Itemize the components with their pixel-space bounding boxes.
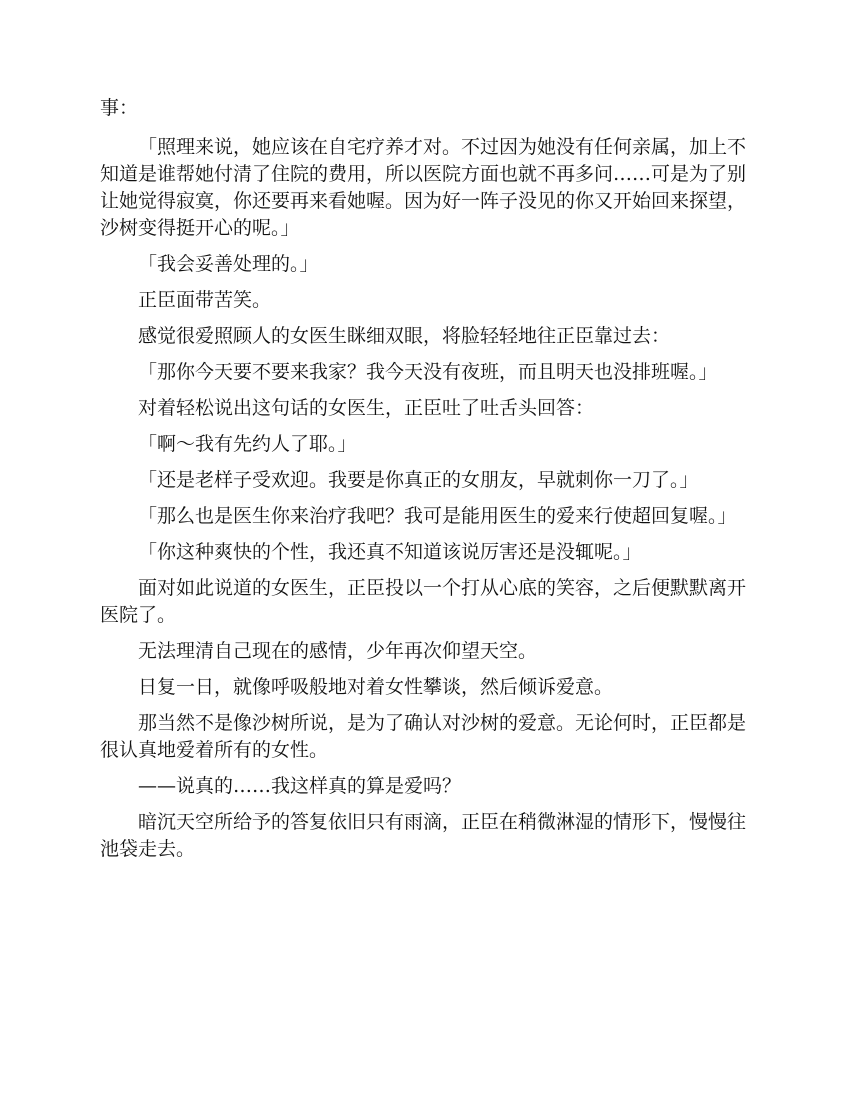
paragraph: 「还是老样子受欢迎。我要是你真正的女朋友，早就刺你一刀了。」: [138, 469, 699, 491]
paragraph: ——说真的……我这样真的算是爱吗？: [138, 775, 462, 797]
paragraph: 正臣面带苦笑。: [138, 289, 272, 311]
paragraph: 面对如此说道的女医生，正臣投以一个打从心底的笑容，之后便默默离开医院了。: [100, 577, 747, 626]
paragraph: 暗沉天空所给予的答复依旧只有雨滴，正臣在稍微淋湿的情形下，慢慢往池袋走去。: [100, 811, 747, 860]
paragraph: 「啊～我有先约人了耶。」: [138, 433, 357, 455]
paragraph: 那当然不是像沙树所说，是为了确认对沙树的爱意。无论何时，正臣都是很认真地爱着所有的女性。: [100, 712, 747, 761]
paragraph: 「那你今天要不要来我家？我今天没有夜班，而且明天也没排班喔。」: [138, 361, 718, 383]
paragraph: 对着轻松说出这句话的女医生，正臣吐了吐舌头回答：: [138, 397, 595, 419]
paragraph: 「你这种爽快的个性，我还真不知道该说厉害还是没辄呢。」: [138, 541, 642, 563]
paragraph: 「我会妥善处理的。」: [138, 253, 319, 275]
paragraph: 感觉很爱照顾人的女医生眯细双眼，将脸轻轻地往正臣靠过去：: [138, 325, 671, 347]
paragraph: 「照理来说，她应该在自宅疗养才对。不过因为她没有任何亲属，加上不知道是谁帮她付清了住院的费用，所以医院方面也就不再多问……可是为了别让她觉得寂寞，你还要再来看她喔。因为好一阵子没见的你又开始回来探望，沙树变得挺开心的呢。」: [100, 136, 747, 239]
paragraph: 日复一日，就像呼吸般地对着女性攀谈，然后倾诉爱意。: [138, 676, 614, 698]
paragraph: 事：: [100, 97, 139, 119]
paragraph: 无法理清自己现在的感情，少年再次仰望天空。: [138, 640, 538, 662]
paragraph: 「那么也是医生你来治疗我吧？我可是能用医生的爱来行使超回复喔。」: [138, 505, 737, 527]
document-page: [100, 95, 752, 872]
